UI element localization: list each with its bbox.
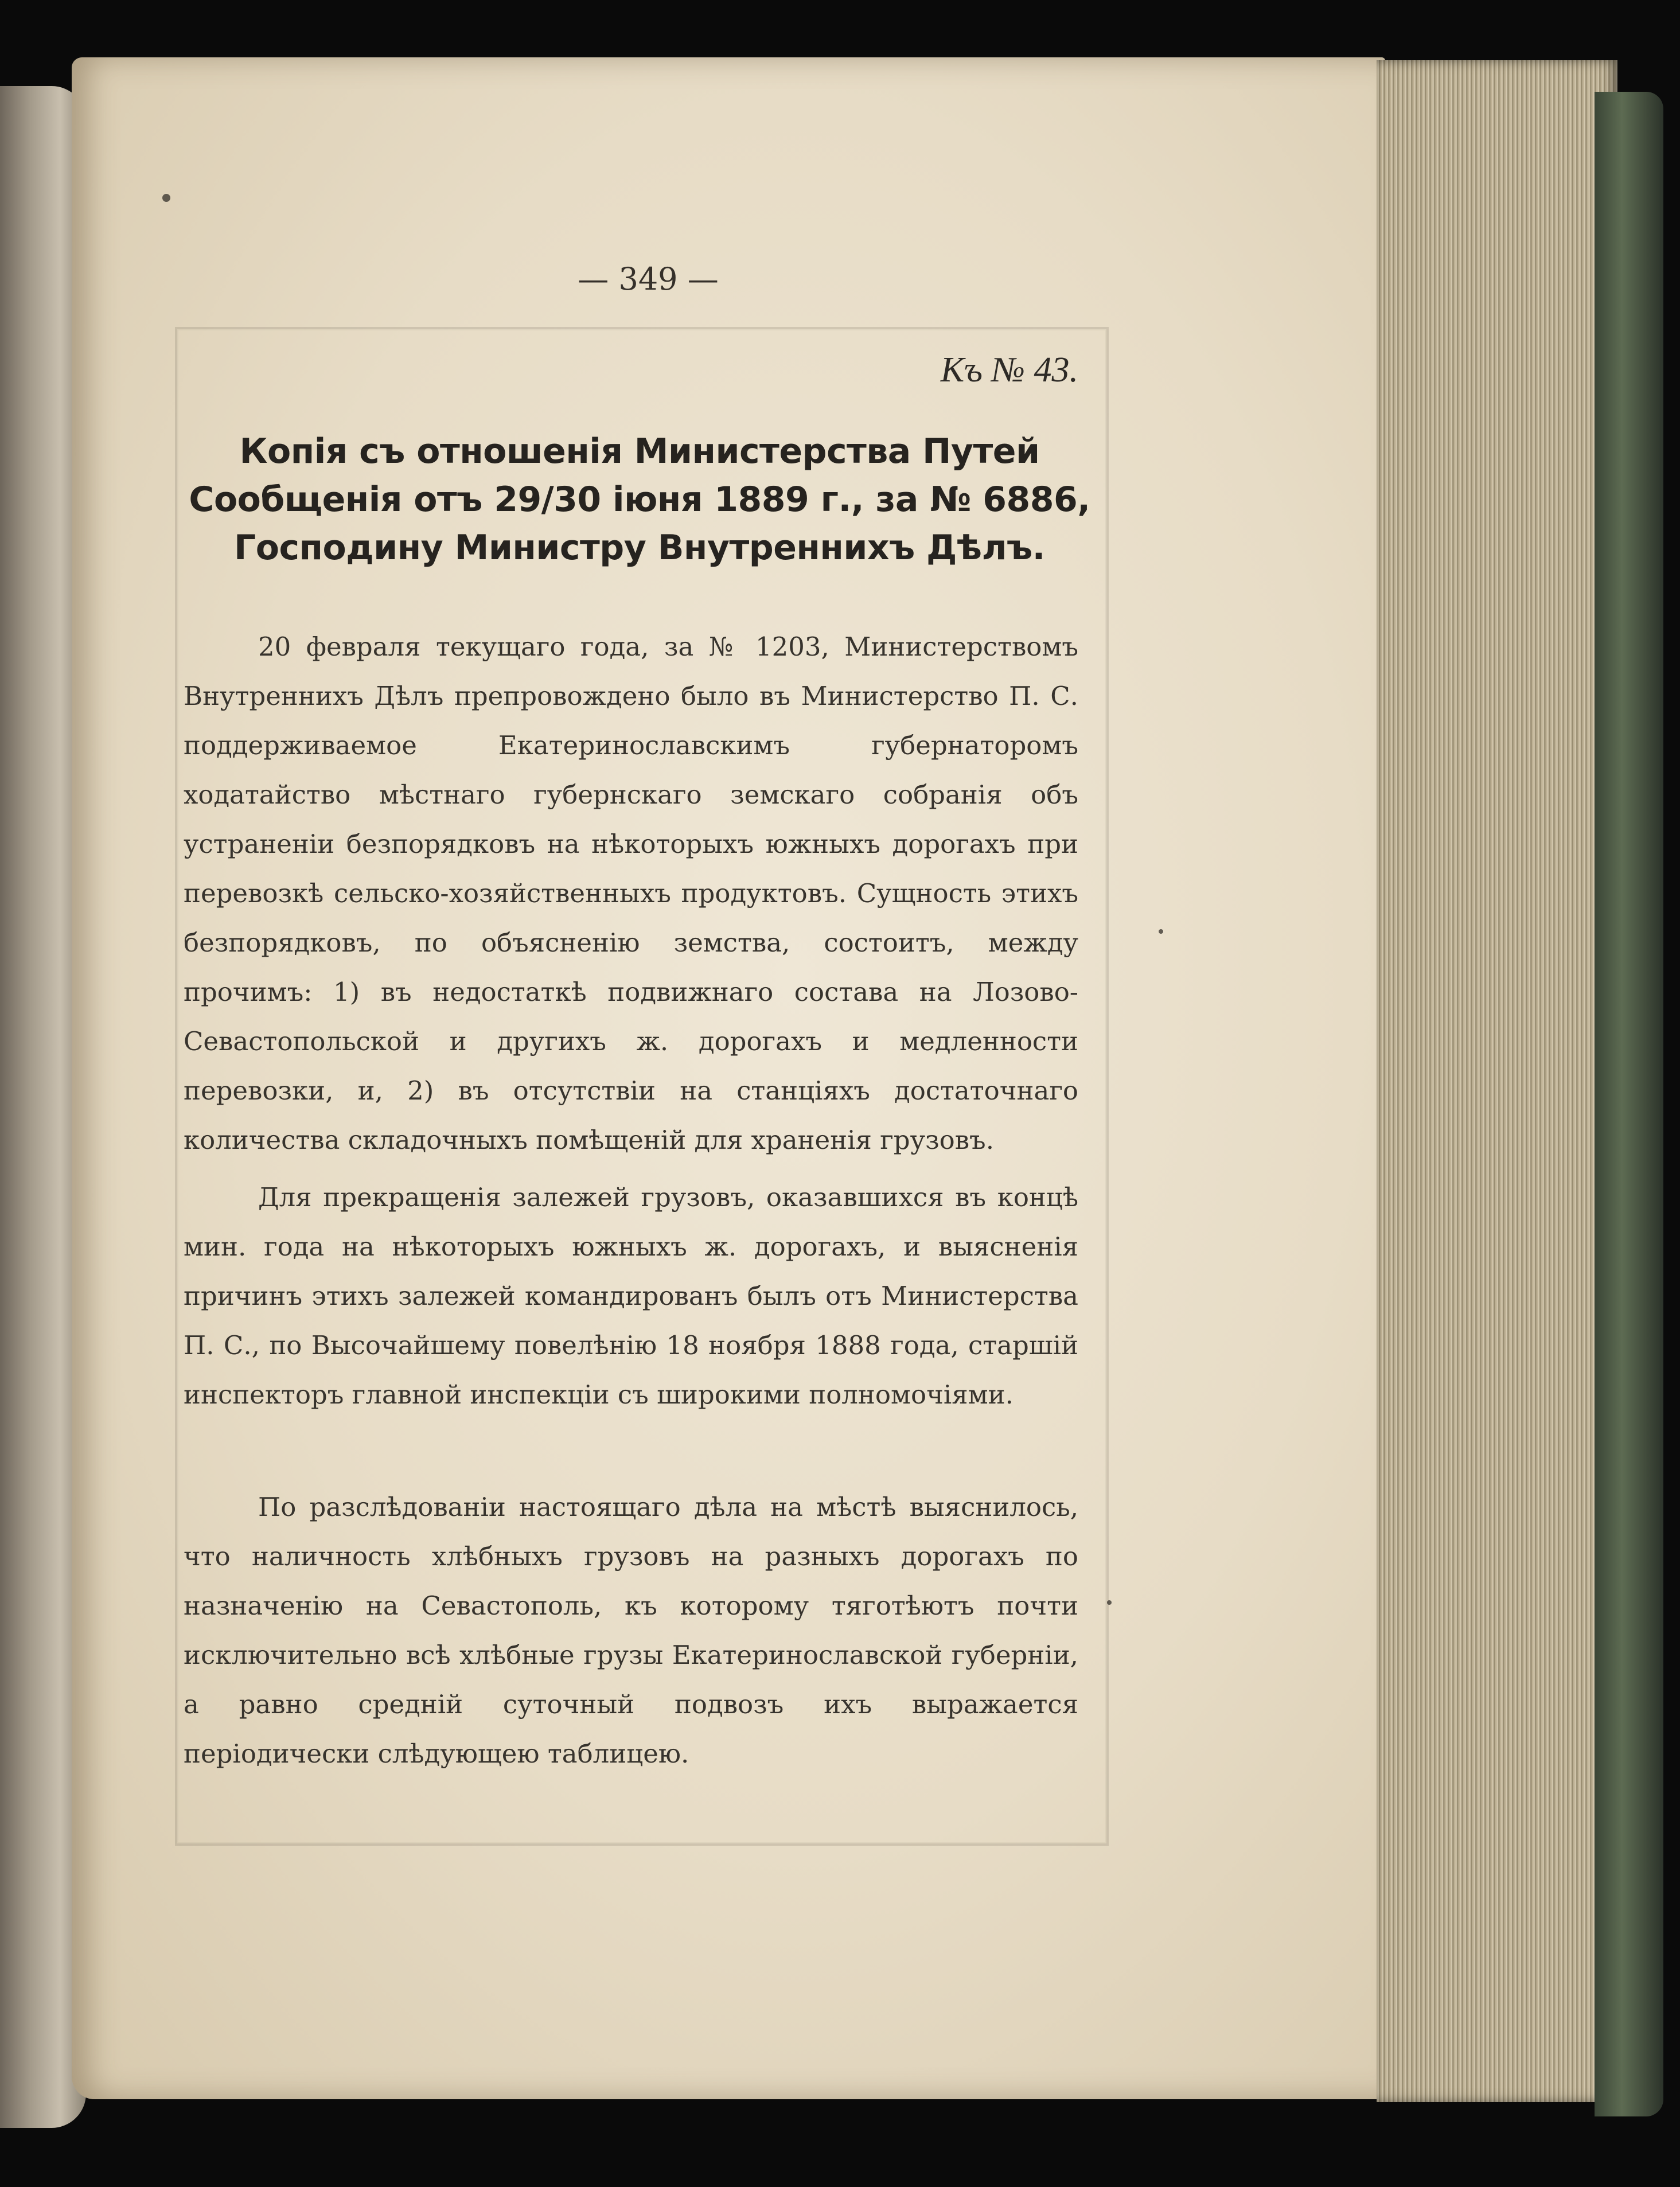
- ink-speck: [162, 194, 170, 202]
- paragraph-1: 20 февраля текущаго года, за № 1203, Министерствомъ Внутреннихъ Дѣлъ препровождено было въ Министерство П. С. поддерживаемое Екатеринославскимъ губернаторомъ ходатайство мѣстнаго губернскаго земскаго собранія объ устраненіи безпорядковъ на нѣкоторыхъ южныхъ дорогахъ при перевозкѣ сельско-хозяйственныхъ продуктовъ. Сущность этихъ безпорядковъ, по объясненію земства, состоитъ, между прочимъ: 1) въ недостаткѣ подвижнаго состава на Лозово-Севастопольской и другихъ ж. дорогахъ и медленности перевозки, и, 2) въ отсутствіи на станціяхъ достаточнаго количества складочныхъ помѣщеній для храненія грузовъ.: [184, 631, 1078, 1155]
- ink-speck: [1107, 1600, 1112, 1605]
- document-heading: Копія съ отношенія Министерства Путей Сообщенія отъ 29/30 іюня 1889 г., за № 6886, Господину Министру Внутреннихъ Дѣлъ.: [189, 431, 1090, 568]
- paragraph-3: По разслѣдованіи настоящаго дѣла на мѣстѣ выяснилось, что наличность хлѣбныхъ грузовъ на разныхъ дорогахъ по назначенію на Севастополь, къ которому тяготѣютъ почти исключительно всѣ хлѣбные грузы Екатеринославской губерніи, а равно средній суточный подвозъ ихъ выражается періодически слѣдующею таблицею.: [184, 1492, 1078, 1769]
- ink-speck: [1159, 929, 1163, 934]
- page-number: — 349 —: [578, 261, 719, 297]
- document-reference: Къ № 43.: [940, 350, 1078, 389]
- paragraph-2: Для прекращенія залежей грузовъ, оказавшихся въ концѣ мин. года на нѣкоторыхъ южныхъ ж. дорогахъ, и выясненія причинъ этихъ залежей командированъ былъ отъ Министерства П. С., по Высочайшему повелѣнію 18 ноября 1888 года, старшій инспекторъ главной инспекціи съ широкими полномочіями.: [184, 1182, 1078, 1410]
